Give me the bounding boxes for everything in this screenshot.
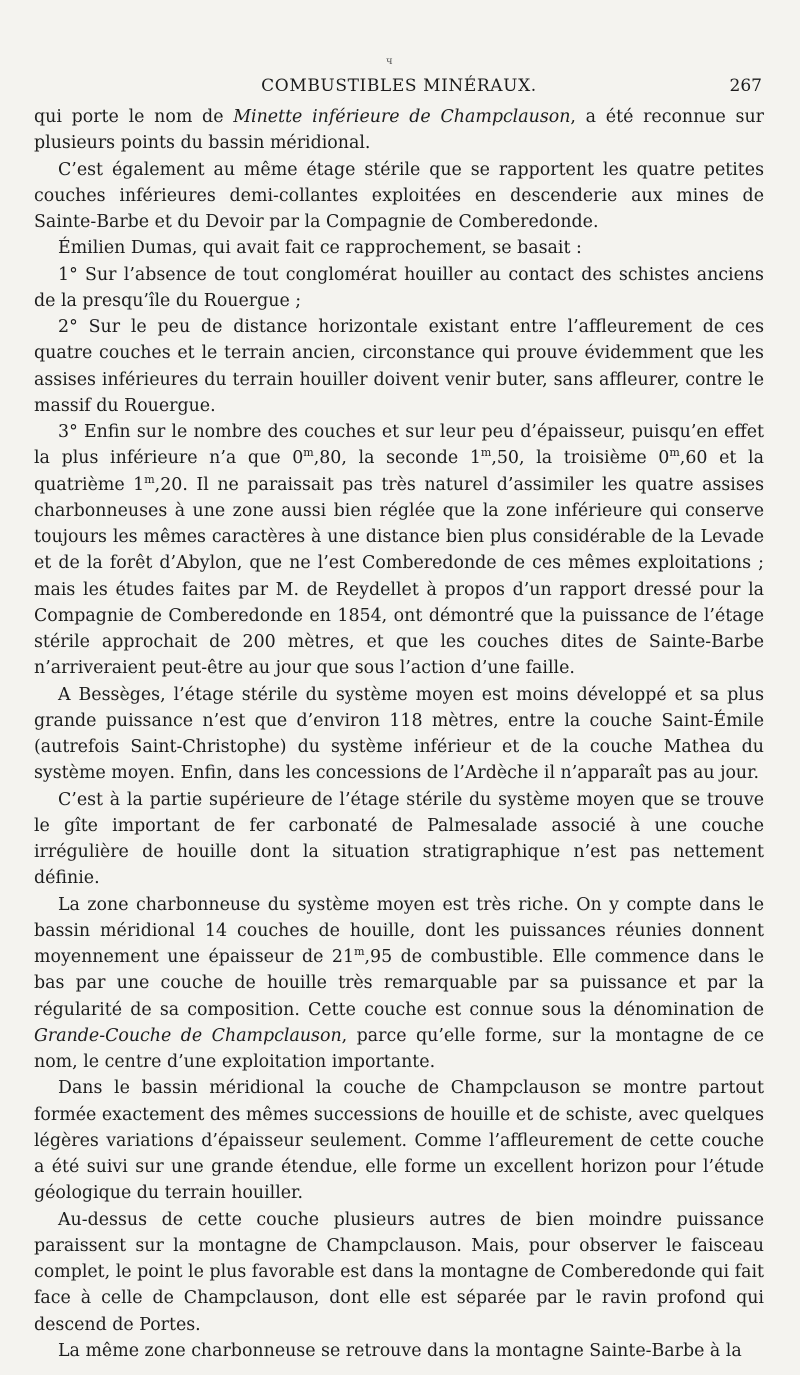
paragraph <box>34 787 764 892</box>
italic-text: Minette inférieure de Champclauson <box>233 107 571 127</box>
unit-superscript: m <box>144 472 155 486</box>
page-number: 267 <box>729 76 762 96</box>
text-run: 2° Sur le peu de distance horizontale existant entre l’affleurement de ces quatre couches et le terrain ancien, circonstance qui prouve évidemment que les assises inférieures du terrain houiller doivent venir buter, sans affleurer, contre le massif du Rouergue. <box>34 317 764 416</box>
text-run: ,50, la troisième 0 <box>491 448 670 469</box>
paragraph <box>34 314 764 419</box>
unit-superscript: m <box>669 446 680 460</box>
text-run: La même zone charbonneuse se retrouve dans la montagne Sainte-Barbe à la <box>58 1340 742 1361</box>
paragraph <box>34 1207 764 1338</box>
text-run: Émilien Dumas, qui avait fait ce rapprochement, se basait : <box>58 238 582 259</box>
text-run: ,60 et la quatrième 1 <box>34 448 764 495</box>
text-run: ,95 de combustible. Elle commence dans le bas par une couche de houille très remarquable par sa puissance et par la régularité de sa composition. Cette couche est connue sous la dénomination de <box>34 947 765 1020</box>
paragraph <box>34 419 764 682</box>
text-run: ,80, la seconde 1 <box>313 448 481 469</box>
paragraph <box>34 104 764 157</box>
text-run: La zone charbonneuse du système moyen est très riche. On y compte dans le bassin méridional 14 couches de houille, dont les puissances réunies donnent moyennement une épaisseur de 21 <box>34 894 764 967</box>
text-run: Dans le bassin méridional la couche de Champclauson se montre partout formée exactement des mêmes successions de houille et de schiste, avec quelques légères variations d’épaisseur seulement. Comme l’affleurement de cette couche a été suivi sur une grande étendue, elle forme un excellent horizon pour l’étude géologique du terrain houiller. <box>34 1078 764 1204</box>
unit-superscript: m <box>303 446 314 460</box>
paragraph <box>34 262 764 315</box>
text-run: Au-dessus de cette couche plusieurs autres de bien moindre puissance paraissent sur la montagne de Champclauson. Mais, pour observer le faisceau complet, le point le plus favorable est dans la montagne de Comberedonde qui fait face à celle de Champclauson, dont elle est séparée par le ravin profond qui descend de Portes. <box>34 1209 764 1335</box>
body-text <box>34 104 764 1364</box>
unit-superscript: m <box>480 446 492 460</box>
text-run: , parce qu’elle forme, sur la montagne de ce nom, le centre d’une exploitation importante. <box>34 1025 764 1072</box>
header-mark: ч <box>386 56 393 67</box>
running-header <box>34 56 764 100</box>
text-run: ,20. Il ne paraissait pas très naturel d’assimiler les quatre assises charbonneuses à une zone aussi bien réglée que la zone inférieure qui conserve toujours les mêmes caractères à une distance bien plus considérable de la Levade et de la forêt d’Abylon, que ne l’est Comberedonde de ces mêmes exploitations ; mais les études faites par M. de Reydellet à propos d’un rapport dressé pour la Compagnie de Comberedonde en 1854, ont démontré que la puissance de l’étage stérile approchait de 200 mètres, et que les couches dites de Sainte-Barbe n’arriveraient peut-être au jour que sous l’action d’une faille. <box>34 474 765 679</box>
text-run: 3° Enfin sur le nombre des couches et sur leur peu d’épaisseur, puisqu’en effet la plus inférieure n’a que 0 <box>34 422 764 469</box>
paragraph <box>34 682 764 787</box>
text-run: C’est à la partie supérieure de l’étage stérile du système moyen que se trouve le gîte important de fer carbonaté de Palmesalade associé à une couche irrégulière de houille dont la situation stratigraphique n’est pas nettement définie. <box>34 789 764 889</box>
text-run: qui porte le nom de <box>34 107 234 127</box>
paragraph <box>34 1338 764 1364</box>
text-run: C’est également au même étage stérile que se rapportent les quatre petites couches inférieures demi-collantes exploitées en descenderie aux mines de Sainte-Barbe et du Devoir par la Compagnie de Comberedonde. <box>34 159 764 232</box>
paragraph <box>34 892 764 1076</box>
running-title: COMBUSTIBLES MINÉRAUX. <box>261 76 537 96</box>
paragraph <box>34 235 764 261</box>
paragraph <box>34 157 764 236</box>
paragraph <box>34 1075 764 1206</box>
italic-text: Grande-Couche de Champclauson <box>34 1025 342 1046</box>
text-run: 1° Sur l’absence de tout conglomérat houiller au contact des schistes anciens de la presqu’île du Rouergue ; <box>34 264 764 311</box>
text-run: A Bessèges, l’étage stérile du système moyen est moins développé et sa plus grande puissance n’est que d’environ 118 mètres, entre la couche Saint-Émile (autrefois Saint-Christophe) du système inférieur et de la couche Mathea du système moyen. Enfin, dans les concessions de l’Ardèche il n’apparaît pas au jour. <box>34 684 764 784</box>
text-run: , a été reconnue sur plusieurs points du bassin méridional. <box>34 107 764 154</box>
unit-superscript: m <box>354 945 365 959</box>
